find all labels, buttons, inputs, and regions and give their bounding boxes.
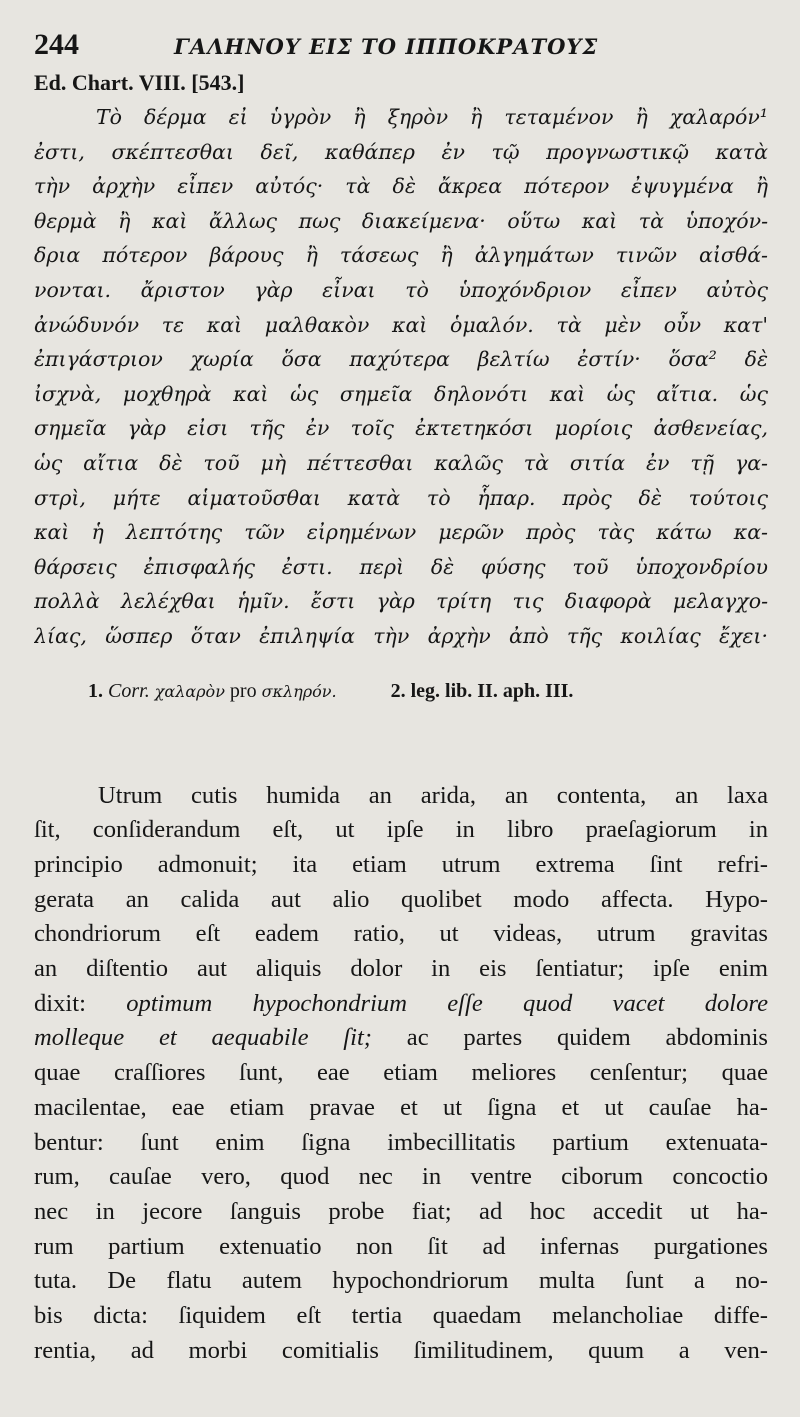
greek-line: θάρσεις ἐπισφαλής ἐστι. περὶ δὲ φύσης τοῦ ὑποχονδρίου (34, 554, 768, 579)
greek-line: ἐστι, σκέπτεσθαι δεῖ, καθάπερ ἐν τῷ προγνωστικῷ κατὰ (34, 139, 768, 164)
footnote-1-pro: pro (229, 679, 257, 702)
latin-line: an diſtentio aut aliquis dolor in eis ſentiatur; ipſe enim (34, 955, 768, 983)
greek-line: θερμὰ ἢ καὶ ἄλλως πως διακείμενα· οὕτω καὶ τὰ ὑποχόν- (34, 208, 768, 233)
latin-dixit: dixit: (34, 989, 86, 1017)
footnotes (34, 680, 768, 703)
latin-line: rum partium extenuatio non ſit ad infernas purgationes (34, 1232, 768, 1260)
greek-line: καὶ ἡ λεπτότης τῶν εἰρημένων μερῶν πρὸς τὰς κάτω κα- (34, 520, 768, 545)
latin-line: bentur: ſunt enim ſigna imbecillitatis partium extenuata- (34, 1128, 768, 1156)
latin-line (34, 1021, 768, 1056)
running-head (34, 28, 768, 68)
edition-reference: Ed. Chart. VIII. [543.] (34, 70, 245, 95)
latin-line: ſit, conſiderandum eſt, ut ipſe in libro praeſagiorum in (34, 816, 768, 844)
greek-line: σημεῖα γὰρ εἰσι τῆς ἐν τοῖς ἐκτετηκόσι μορίοις ἀσθενείας, (34, 416, 768, 441)
footnote-2-reference: leg. lib. II. aph. III. (410, 679, 574, 702)
greek-line: ἰσχνὰ, μοχθηρὰ καὶ ὡς σημεῖα δηλονότι καὶ ὡς αἴτια. ὡς (34, 381, 768, 406)
latin-line: quae craſſiores ſunt, eae etiam meliores cenſentur; quae (34, 1059, 768, 1087)
footnote-1-number: 1. (88, 679, 103, 702)
latin-line: macilentae, eae etiam pravae et ut ſigna et ut cauſae ha- (34, 1093, 768, 1121)
footnote-2-number: 2. (390, 679, 406, 702)
latin-line: tuta. De flatu autem hypochondriorum multa ſunt a no- (34, 1267, 768, 1295)
latin-line: Utrum cutis humida an arida, an contenta, an laxa (98, 781, 768, 809)
greek-line: τὴν ἀρχὴν εἶπεν αὐτός· τὰ δὲ ἄκρεα πότερον ἐψυγμένα ἢ (34, 174, 768, 199)
latin-line: nec in jecore ſanguis probe fiat; ad hoc accedit ut ha- (34, 1197, 768, 1225)
latin-line: bis dicta: ſiquidem eſt tertia quaedam melancholiae diffe- (34, 1302, 768, 1330)
greek-line: δρια πότερον βάρους ἢ τάσεως ἢ ἀλγημάτων τινῶν αἰσθά- (34, 243, 768, 268)
greek-line: νονται. ἄριστον γὰρ εἶναι τὸ ὑποχόνδριον εἶπεν αὐτὸς (34, 277, 768, 302)
latin-line: principio admonuit; ita etiam utrum extrema ſint refri- (34, 850, 768, 878)
latin-line (34, 987, 768, 1022)
latin-line: chondriorum eſt eadem ratio, ut videas, utrum gravitas (34, 920, 768, 948)
latin-line: gerata an calida aut alio quolibet modo affecta. Hypo- (34, 885, 768, 913)
latin-line: rum, cauſae vero, quod nec in ventre ciborum concoctio (34, 1163, 768, 1191)
greek-line: ὡς αἴτια δὲ τοῦ μὴ πέττεσθαι καλῶς τὰ σιτία ἐν τῇ γα- (34, 450, 768, 475)
greek-text-block (34, 100, 768, 654)
greek-line: πολλὰ λελέχθαι ἡμῖν. ἔστι γὰρ τρίτη τις διαφορὰ μελαγχο- (34, 589, 768, 614)
latin-line-rest: ac partes quidem abdominis (406, 1024, 768, 1052)
footnote-1-correction: χαλαρὸν (154, 681, 225, 701)
greek-line: λίας, ὥσπερ ὅταν ἐπιληψία τὴν ἀρχὴν ἀπὸ τῆς κοιλίας ἔχει· (34, 623, 768, 648)
greek-line: ἐπιγάστριον χωρία ὅσα παχύτερα βελτίω ἐστίν· ὅσα² δὲ (34, 347, 768, 372)
greek-line: ἀνώδυνόν τε καὶ μαλθακὸν καὶ ὁμαλόν. τὰ μὲν οὖν κατ' (34, 312, 768, 337)
greek-line: στρὶ, μήτε αἱματοῦσθαι κατὰ τὸ ἧπαρ. πρὸς δὲ τούτοις (34, 485, 768, 510)
latin-quotation: optimum hypochondrium eſſe quod vacet dolore (126, 989, 768, 1017)
page-number: 244 (34, 28, 79, 61)
latin-text-block (34, 779, 768, 1369)
latin-line: rentia, ad morbi comitialis ſimilitudinem, quum a ven- (34, 1336, 768, 1364)
greek-line: Τὸ δέρμα εἰ ὑγρὸν ἢ ξηρὸν ἢ τεταμένον ἢ χαλαρόν¹ (96, 105, 768, 129)
running-title: ΓΑΛΗΝΟΥ ΕΙΣ ΤΟ ΙΠΠΟΚΡΑΤΟΥΣ (174, 34, 599, 59)
latin-quotation: molleque et aequabile ſit; (34, 1024, 372, 1052)
footnote-1-abbreviation: Corr. (108, 679, 150, 702)
footnote-1-original: σκληρόν. (261, 681, 337, 701)
